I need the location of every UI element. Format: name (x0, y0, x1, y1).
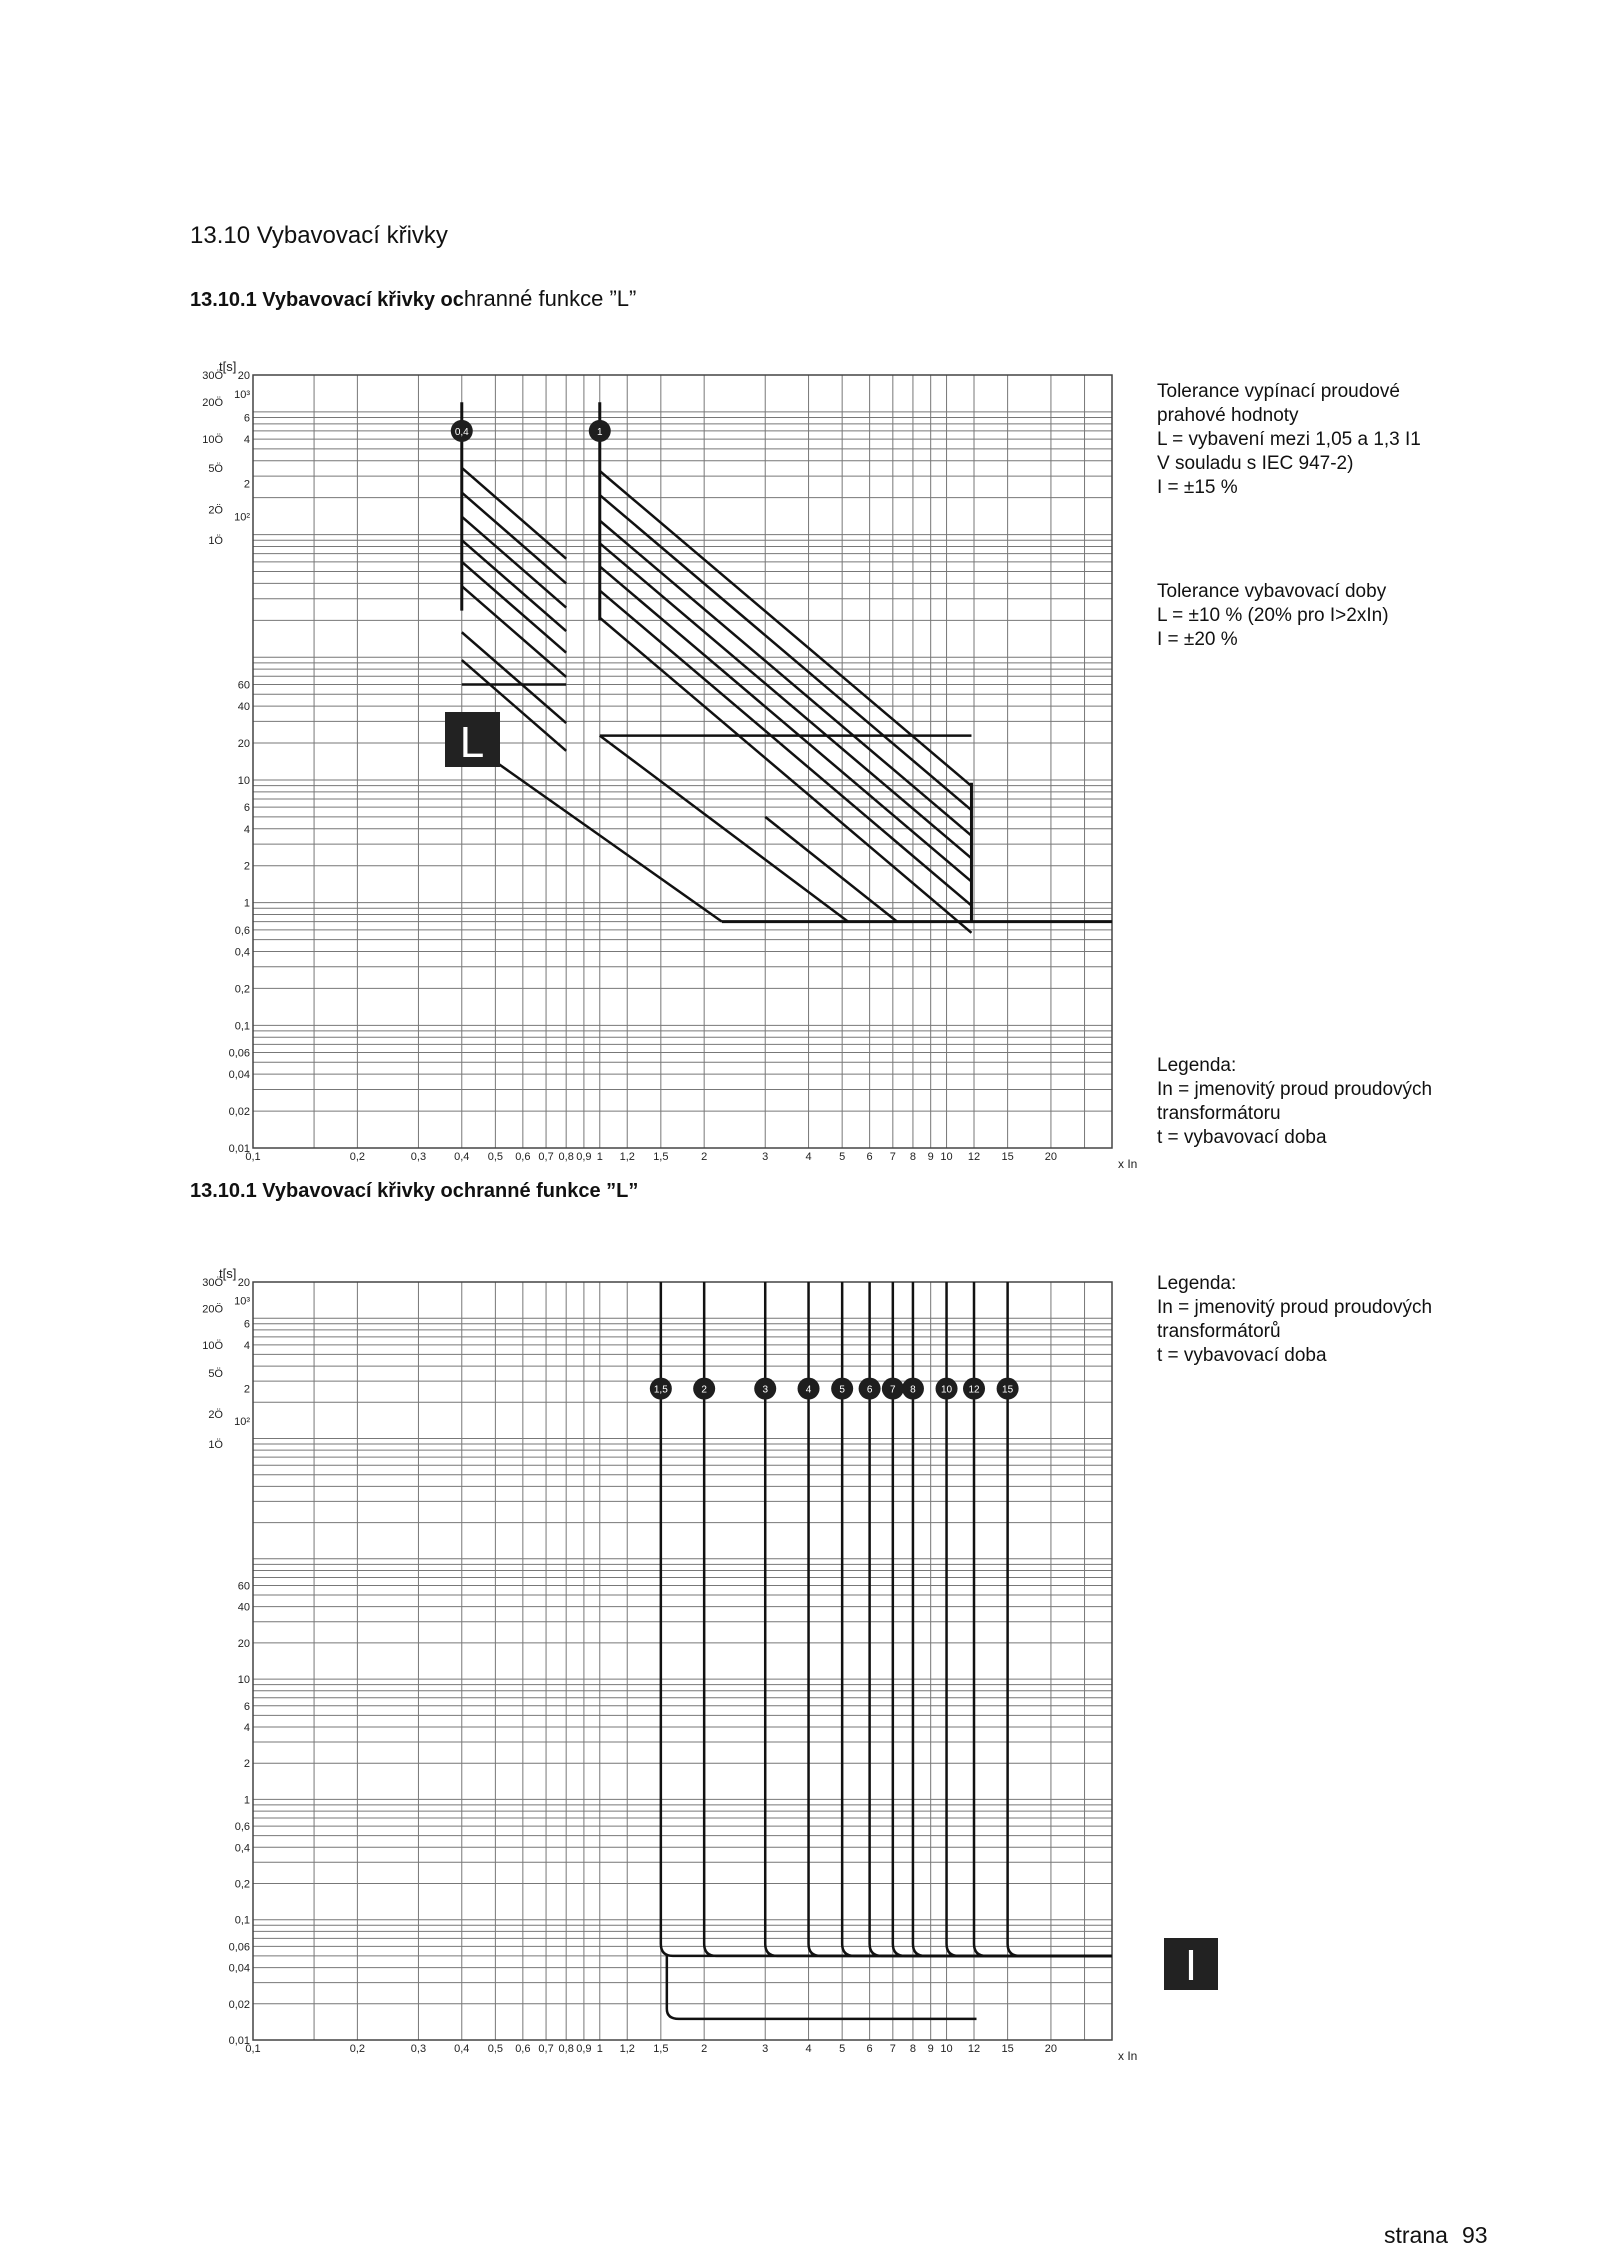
y-tick-label-alt: 20Ö (202, 1303, 223, 1316)
y-tick-label: 4 (243, 1721, 250, 1734)
footer-label: strana (1384, 2222, 1448, 2248)
y-tick-label: 10 (237, 774, 250, 787)
x-tick-label: 0,3 (410, 2043, 427, 2055)
y-tick-label: 10² (234, 1415, 250, 1428)
subsection-title-1-tail: hranné funkce ”L” (463, 286, 637, 311)
y-tick-label: 0,02 (228, 1106, 250, 1119)
x-tick-label: 9 (927, 2043, 934, 2055)
series-badge-7-text: 7 (890, 1384, 896, 1396)
note-tolerance-time: Tolerance vybavovací doby L = ±10 % (20% pro I>2xIn) I = ±20 % (1157, 581, 1389, 650)
y-tick-label-alt: 1Ö (208, 535, 223, 548)
y-tick-label: 0,6 (234, 924, 250, 937)
x-tick-label: 1 (596, 2043, 603, 2055)
x-tick-label: 15 (1001, 1151, 1014, 1163)
x-tick-label: 2 (701, 1151, 708, 1163)
y-tick-label: 1 (243, 1794, 250, 1807)
series-badge-4-text: 4 (805, 1384, 812, 1396)
x-tick-label: 0,5 (487, 2043, 504, 2055)
y-tick-label: 20 (237, 1637, 250, 1650)
y-tick-label: 2 (243, 1383, 250, 1396)
y-tick-label-alt: 30Ö (202, 370, 223, 382)
x-tick-label: 20 (1044, 1151, 1058, 1163)
y-tick-label: 4 (243, 1339, 250, 1352)
badge-I-text: I (1184, 1941, 1198, 1990)
y-tick-label: 40 (237, 1601, 250, 1614)
x-tick-label: 1,2 (619, 1151, 635, 1163)
y-tick-label: 2 (243, 860, 250, 873)
x-tick-label: 0,6 (515, 2043, 531, 2055)
x-tick-label: 20 (1044, 2043, 1058, 2055)
x-tick-label: 0,9 (576, 2043, 592, 2055)
y-tick-label-alt: 10Ö (202, 434, 223, 447)
y-axis-label: t[s] (219, 359, 237, 374)
y-tick-label: 0,2 (234, 983, 250, 996)
curve-I-12 (974, 1282, 1112, 1956)
y-tick-label: 10³ (234, 389, 250, 402)
badge-L-text: L (459, 718, 485, 767)
x-tick-label: 0,8 (558, 1151, 574, 1163)
legend-2: Legenda: In = jmenovitý proud proudových transformátorů t = vybavovací doba (1157, 1273, 1433, 1366)
y-tick-label: 60 (237, 1580, 250, 1593)
y-tick-label: 0,1 (234, 1020, 250, 1033)
x-tick-label: 3 (762, 1151, 769, 1163)
x-tick-label: 8 (909, 2043, 917, 2055)
y-tick-label: 10 (237, 1674, 250, 1687)
x-tick-label: 0,1 (245, 2043, 261, 2055)
x-tick-label: 1 (596, 1151, 603, 1163)
x-tick-label: 1,2 (619, 2043, 635, 2055)
y-tick-label: 0,02 (228, 1998, 250, 2011)
y-tick-label: 6 (243, 1700, 250, 1713)
y-tick-label-alt: 30Ö (202, 1277, 223, 1289)
y-tick-label: 10³ (234, 1295, 250, 1308)
x-tick-label: 6 (866, 2043, 873, 2055)
x-tick-label: 4 (805, 2043, 812, 2055)
y-tick-label: 0,06 (228, 1941, 250, 1954)
y-tick-label: 40 (237, 701, 250, 714)
x-tick-label: 6 (866, 1151, 873, 1163)
x-tick-label: 12 (967, 2043, 981, 2055)
x-tick-label: 10 (940, 1151, 953, 1163)
y-tick-label: 20 (237, 1277, 250, 1289)
y-tick-label: 0,01 (228, 1143, 250, 1155)
x-tick-label: 1,5 (653, 1151, 669, 1163)
y-tick-label: 6 (243, 1318, 250, 1331)
y-axis-label: t[s] (219, 1266, 237, 1281)
series-badge-12-text: 12 (968, 1384, 980, 1396)
x-tick-label: 15 (1001, 2043, 1014, 2055)
x-tick-label: 0,4 (454, 1151, 470, 1163)
y-tick-label: 0,06 (228, 1047, 250, 1060)
series-badge-6-text: 6 (866, 1384, 873, 1396)
x-axis-label: x In (1118, 2049, 1138, 2063)
x-tick-label: 8 (909, 1151, 917, 1163)
curve-I-lower (667, 1956, 977, 2019)
y-tick-label: 6 (243, 802, 250, 815)
x-tick-label: 0,3 (410, 1151, 427, 1163)
y-tick-label: 0,1 (234, 1914, 250, 1927)
y-tick-label: 4 (243, 434, 250, 447)
series-badge-10-text: 10 (940, 1384, 953, 1396)
y-tick-label: 20 (237, 738, 250, 751)
x-tick-label: 0,2 (349, 2043, 366, 2055)
curve-I-4 (809, 1282, 1112, 1956)
page-footer (1384, 2222, 1488, 2249)
legend-1: Legenda: In = jmenovitý proud proudových transformátoru t = vybavovací doba (1157, 1055, 1433, 1148)
x-tick-label: 0,5 (487, 1151, 504, 1163)
x-tick-label: 0,6 (515, 1151, 531, 1163)
y-tick-label: 60 (237, 679, 250, 692)
y-tick-label-alt: 2Ö (208, 1408, 223, 1421)
x-tick-label: 3 (762, 2043, 769, 2055)
x-tick-label: 7 (889, 2043, 896, 2055)
series-badge-0-4-text: 0,4 (454, 426, 469, 438)
y-tick-label: 0,01 (228, 2035, 250, 2047)
x-tick-label: 4 (805, 1151, 812, 1163)
y-tick-label-alt: 1Ö (208, 1439, 223, 1452)
y-tick-label: 0,4 (234, 1842, 250, 1855)
series-badge-2-text: 2 (701, 1384, 707, 1396)
x-tick-label: 9 (927, 1151, 934, 1163)
series-badge-1-text: 1 (596, 426, 603, 438)
series-badge-15-text: 15 (1002, 1384, 1014, 1396)
chart-frame (253, 1282, 1112, 2040)
y-tick-label: 6 (243, 412, 250, 425)
y-tick-label: 0,04 (228, 1962, 250, 1975)
y-tick-label-alt: 20Ö (202, 397, 223, 410)
y-tick-label: 1 (243, 897, 250, 910)
y-tick-label-alt: 10Ö (202, 1339, 223, 1352)
y-tick-label: 20 (237, 370, 250, 382)
x-tick-label: 5 (839, 2043, 846, 2055)
y-tick-label: 4 (243, 823, 250, 836)
subsection-title-1-bold: 13.10.1 Vybavovací křivky oc (190, 289, 464, 311)
series-badge-5-text: 5 (839, 1384, 845, 1396)
x-tick-label: 0,7 (538, 1151, 554, 1163)
subsection-title-2: 13.10.1 Vybavovací křivky ochranné funkce ”L” (190, 1180, 639, 1202)
x-tick-label: 1,5 (653, 2043, 669, 2055)
y-tick-label: 0,4 (234, 946, 250, 959)
x-tick-label: 7 (889, 1151, 896, 1163)
x-tick-label: 0,9 (576, 1151, 592, 1163)
x-tick-label: 0,2 (349, 1151, 366, 1163)
section-title: 13.10 Vybavovací křivky (190, 222, 448, 249)
x-tick-label: 0,1 (245, 1151, 261, 1163)
y-tick-label: 2 (243, 1758, 250, 1771)
x-axis-label: x In (1118, 1157, 1138, 1171)
y-tick-label: 0,04 (228, 1069, 250, 1082)
note-tolerance-threshold: Tolerance vypínací proudové prahové hodnoty L = vybavení mezi 1,05 a 1,3 I1 V souladu s IEC 947-2) I = ±15 % (1157, 381, 1421, 498)
series-badge-8-text: 8 (910, 1384, 916, 1396)
y-tick-label: 10² (234, 511, 250, 524)
x-tick-label: 12 (967, 1151, 981, 1163)
x-tick-label: 0,4 (454, 2043, 470, 2055)
y-tick-label-alt: 2Ö (208, 504, 223, 517)
x-tick-label: 2 (701, 2043, 708, 2055)
x-tick-label: 0,7 (538, 2043, 554, 2055)
x-tick-label: 5 (839, 1151, 846, 1163)
x-tick-label: 10 (940, 2043, 953, 2055)
x-tick-label: 0,8 (558, 2043, 574, 2055)
y-tick-label: 0,2 (234, 1878, 250, 1891)
y-tick-label-alt: 5Ö (208, 462, 223, 475)
y-tick-label: 0,6 (234, 1821, 250, 1834)
series-badge-1-5-text: 1,5 (653, 1384, 668, 1396)
curve-I-15 (1008, 1282, 1112, 1956)
series-badge-3-text: 3 (762, 1384, 769, 1396)
y-tick-label-alt: 5Ö (208, 1368, 223, 1381)
y-tick-label: 2 (243, 478, 250, 491)
page-number: 93 (1461, 2222, 1488, 2248)
